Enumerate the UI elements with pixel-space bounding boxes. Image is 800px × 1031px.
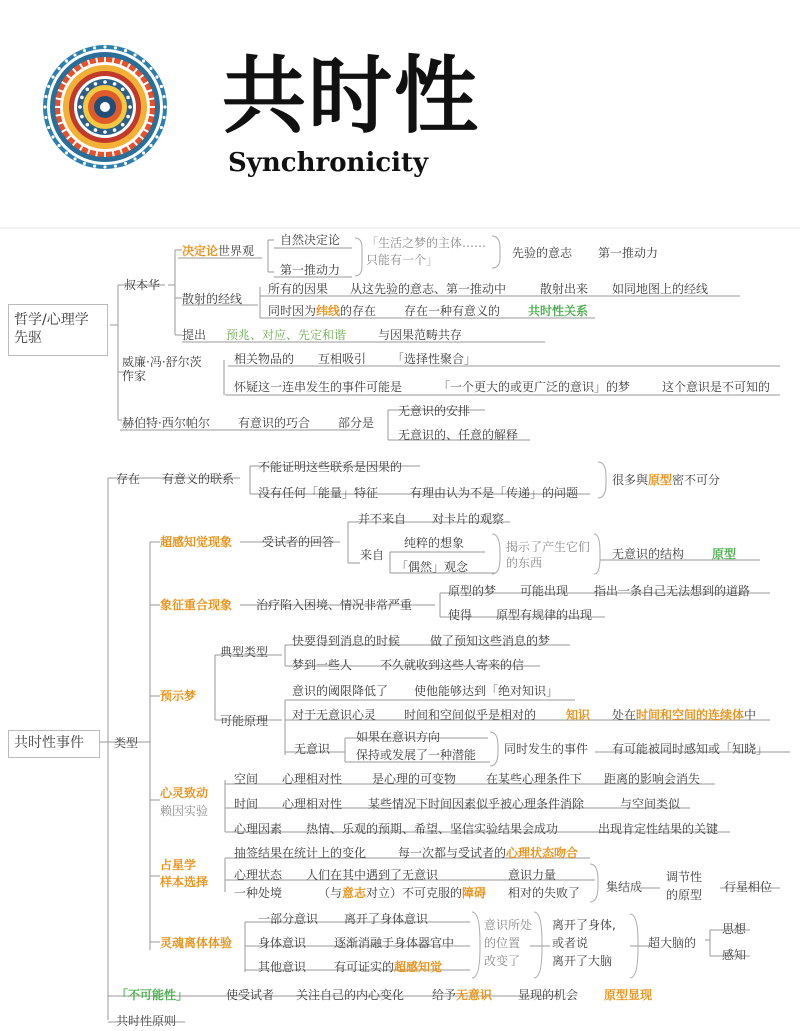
no-conscious: 无意识 — [294, 742, 331, 756]
schopenhauer: 叔本华 — [124, 278, 161, 292]
may-appear: 可能出现 — [520, 584, 569, 598]
draw-results: 抽签结果在统计上的变化 — [234, 846, 367, 860]
point-way: 指出一条自己无法想到的道路 — [594, 584, 751, 598]
astro-label: 占星学 — [160, 858, 197, 872]
left-2: 或者说 — [552, 936, 589, 950]
make: 使得 — [448, 608, 473, 622]
perception: 感知 — [722, 948, 747, 962]
each-time: 每一次都与受试者的心理状态吻合 — [398, 846, 579, 860]
dissolve: 逐渐消融于身体器官中 — [334, 936, 455, 950]
regulating-2: 的原型 — [666, 888, 703, 902]
symbol-label: 象征重合现象 — [160, 598, 233, 612]
dreamt: 做了预知这些消息的梦 — [430, 634, 551, 648]
psy-relativity: 心理相对性 — [282, 772, 343, 786]
radiate: 散射出来 — [540, 282, 589, 296]
focus-inner: 关注自己的内心变化 — [296, 988, 405, 1002]
all-causes: 所有的因果 — [268, 282, 329, 296]
supra-brain: 超大脑的 — [648, 936, 697, 950]
oppose-obstacle: （与意志对立）不可克服的障碍 — [318, 886, 487, 900]
subject-answer: 受试者的回答 — [262, 535, 335, 549]
reveal-2: 的东西 — [506, 556, 543, 570]
typical-type: 典型类型 — [220, 645, 269, 659]
part: 部分是 — [338, 416, 375, 430]
not-from: 并不来自 — [358, 512, 407, 526]
card-observation: 对卡片的观察 — [432, 512, 505, 526]
attract: 互相吸引 — [318, 352, 367, 366]
reach-absolute: 使他能够达到「绝对知识」 — [414, 684, 559, 698]
sample-label: 样本选择 — [160, 875, 209, 889]
selective: 「选择性聚合」 — [392, 352, 477, 366]
esp-label: 超感知觉现象 — [160, 535, 233, 549]
relative-fail: 相对的失败了 — [508, 886, 581, 900]
exist: 存在 — [116, 472, 141, 486]
first-drive-2: 第一推动力 — [598, 246, 659, 260]
no-energy: 没有任何「能量」特征 — [258, 486, 379, 500]
positive-key: 出现肯定性结果的关键 — [598, 822, 719, 836]
simultaneous: 同时发生的事件 — [504, 742, 589, 756]
types: 类型 — [114, 736, 139, 750]
same-time: 同时因为纬线的存在 — [268, 304, 377, 318]
mutable: 是心理的可变物 — [372, 772, 457, 786]
gather: 集结成 — [606, 880, 643, 894]
knowledge: 知识 — [566, 708, 591, 722]
thought: 思想 — [722, 922, 747, 936]
psy-relativity-2: 心理相对性 — [282, 797, 343, 811]
mental-state: 心理状态 — [234, 868, 283, 882]
like-meridian: 如同地图上的经线 — [612, 282, 709, 296]
exists: 存在一种有意义的 — [404, 304, 501, 318]
planet-aspect: 行星相位 — [724, 880, 773, 894]
make-subject: 使受试者 — [226, 988, 275, 1002]
other-conscious: 其他意识 — [258, 960, 307, 974]
conscious-force: 意识力量 — [508, 868, 557, 882]
threshold-lower: 意识的阈限降低了 — [292, 684, 389, 698]
quote-line-2: 只能有一个」 — [366, 253, 439, 267]
silberer: 赫伯特·西尔帕尔 — [122, 416, 210, 430]
chance-idea: 「偶然」观念 — [396, 560, 469, 574]
unknowable: 这个意识是不可知的 — [662, 380, 771, 394]
part-conscious: 一部分意识 — [258, 912, 319, 926]
obe-label: 灵魂离体体验 — [160, 936, 233, 950]
continuum: 处在时间和空间的连续体中 — [612, 708, 757, 722]
left-3: 离开了大脑 — [552, 954, 613, 968]
sync-principle: 共时性原则 — [116, 1014, 177, 1028]
esp-archetype: 原型 — [712, 547, 737, 561]
prior-will: 先验的意志 — [512, 246, 573, 260]
left-1: 离开了身体, — [552, 918, 616, 932]
similar-space: 与空间类似 — [620, 797, 681, 811]
schultz: 威廉·冯·舒尔茨 作家 — [122, 355, 202, 383]
archetype-dream: 原型的梦 — [448, 584, 497, 598]
rhine-exp-label: 赖因实验 — [160, 804, 209, 818]
regular-archetype: 原型有规律的出现 — [496, 608, 593, 622]
people-meet: 人们在其中遇到了无意识 — [306, 868, 439, 882]
quick-news: 快要得到消息的时候 — [292, 634, 401, 648]
where-3: 改变了 — [484, 954, 521, 968]
page-title: 共时性 — [222, 47, 481, 145]
coexist: 与因果范畴共存 — [378, 328, 463, 342]
telekinesis-label: 心灵致动 — [160, 786, 209, 800]
enthusiasm: 热情、乐观的预期、希望、坚信实验结果会成功 — [306, 822, 559, 836]
dream-person: 梦到一些人 — [292, 658, 353, 672]
if-direction: 如果在意识方向 — [356, 730, 441, 744]
left-body-conscious: 离开了身体意识 — [344, 912, 429, 926]
meaningful-link: 有意义的联系 — [162, 472, 235, 486]
precog-label: 预示梦 — [160, 689, 197, 703]
unconscious-interpret: 无意识的、任意的解释 — [398, 428, 519, 442]
time-eliminated: 某些情况下时间因素似乎被心理条件消除 — [368, 797, 585, 811]
relative: 时间和空间似乎是相对的 — [404, 708, 537, 722]
where-2: 的位置 — [484, 936, 521, 950]
unconscious-arrange: 无意识的安排 — [398, 404, 471, 418]
archetype-appear: 原型显现 — [604, 988, 653, 1002]
condition: 在某些心理条件下 — [486, 772, 583, 786]
give-unconscious: 给予无意识 — [432, 988, 493, 1002]
no-reason: 有理由认为不是「传递」的问题 — [410, 486, 579, 500]
first-drive: 第一推动力 — [280, 263, 341, 277]
cannot-prove: 不能证明这些联系是因果的 — [258, 460, 403, 474]
suspect: 怀疑这一连串发生的事件可能是 — [234, 380, 403, 394]
regulating-1: 调节性 — [666, 870, 703, 884]
pure-imagination: 纯粹的想象 — [404, 536, 465, 550]
maybe-known: 有可能被同时感知或「知晓」 — [612, 742, 769, 756]
situation: 一种处境 — [234, 886, 283, 900]
distance-vanish: 距离的影响会消失 — [604, 772, 701, 786]
sync-relation: 共时性关系 — [528, 304, 589, 318]
letter: 不久就收到这些人寄来的信 — [380, 658, 525, 672]
for-unconscious: 对于无意识心灵 — [292, 708, 377, 722]
from-will: 从这先验的意志、第一推动中 — [350, 282, 507, 296]
omens: 预兆、对应、先定和谐 — [226, 328, 347, 342]
kept-potential: 保持或发展了一种潜能 — [356, 748, 477, 762]
root-pioneers: 哲学/心理学 先驱 — [14, 312, 89, 346]
reveal-1: 揭示了产生它们 — [506, 540, 591, 554]
possible-principle: 可能原理 — [220, 714, 269, 728]
impossible-label: 「不可能性」 — [116, 988, 189, 1002]
chance-appear: 显现的机会 — [518, 988, 579, 1002]
page-subtitle: Synchronicity — [228, 148, 429, 178]
therapy: 治疗陷入困境、情况非常严重 — [256, 598, 413, 612]
natural-determinism: 自然决定论 — [280, 233, 341, 247]
verifiable: 有可证实的超感知觉 — [334, 960, 443, 974]
determinism-label: 决定论世界观 — [182, 244, 255, 258]
unconscious-structure: 无意识的结构 — [612, 547, 685, 561]
space: 空间 — [234, 772, 259, 786]
related-items: 相关物品的 — [234, 352, 295, 366]
where-1: 意识所处 — [484, 918, 533, 932]
time: 时间 — [234, 797, 259, 811]
from: 来自 — [360, 548, 385, 562]
propose: 提出 — [182, 328, 207, 342]
many-archetype: 很多與原型密不可分 — [612, 473, 721, 487]
larger-consciousness: 「一个更大的或更广泛的意识」的梦 — [438, 380, 631, 394]
body-conscious: 身体意识 — [258, 936, 307, 950]
psy-factor: 心理因素 — [234, 822, 283, 836]
coincidence: 有意识的巧合 — [238, 416, 311, 430]
quote-line-1: 「生活之梦的主体…… — [366, 236, 487, 250]
root-events: 共时性事件 — [14, 735, 84, 751]
meridian: 散射的经线 — [182, 292, 243, 306]
